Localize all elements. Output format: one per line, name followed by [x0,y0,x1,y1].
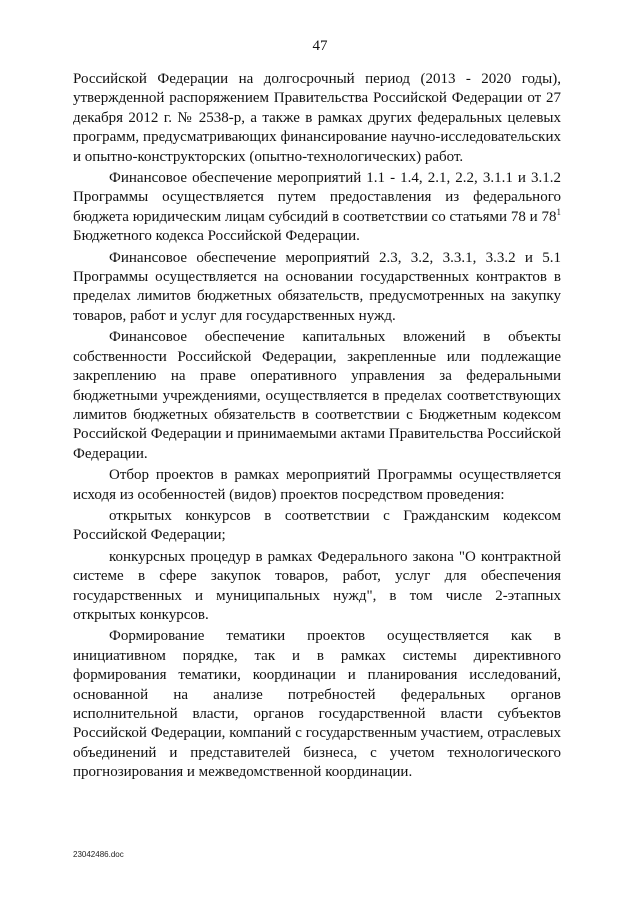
paragraph-funding-subsidies-tail: Бюджетного кодекса Российской Федерации. [73,228,360,245]
paragraph-continuation: Российской Федерации на долгосрочный период (2013 - 2020 годы), утвержденной распоряжением Правительства Российской Федерации от 27 декабря 2012 г. № 2538-р, а также в рамках других федеральных целевых программ, предусматривающих финансирование научно-исследовательских и опытно-конструкторских (опытно-технологических) работ. [73,71,561,165]
article-superscript: 1 [556,206,561,217]
list-item-competitive-procedures: конкурсных процедур в рамках Федерального закона "О контрактной системе в сфере закупок товаров, работ, услуг для обеспечения государственных и муниципальных нужд", в том числе 2-этапных открытых конкурсов. [73,548,561,623]
paragraph-funding-subsidies-text: Финансовое обеспечение мероприятий 1.1 - 1.4, 2.1, 2.2, 3.1.1 и 3.1.2 Программы осуществляется путем предоставления из федерального бюджета юридическим лицам субсидий в соответствии со статьями 78 и 78 [73,170,561,225]
paragraph-project-selection: Отбор проектов в рамках мероприятий Программы осуществляется исходя из особенностей (видов) проектов посредством проведения: [73,467,561,503]
page-number: 47 [312,38,328,54]
list-item-open-competitions: открытых конкурсов в соответствии с Гражданским кодексом Российской Федерации; [73,507,561,544]
paragraph-funding-subsidies [73,169,561,247]
paragraph-capital-investments: Финансовое обеспечение капитальных вложений в объекты собственности Российской Федерации, закрепленные или подлежащие закреплению на праве оперативного управления за федеральными бюджетными учреждениями, осуществляется в пределах соответствующих лимитов бюджетных обязательств в соответствии с Бюджетным кодексом Российской Федерации и принимаемыми актами Правительства Российской Федерации. [73,329,561,462]
paragraph-funding-contracts: Финансовое обеспечение мероприятий 2.3, 3.2, 3.3.1, 3.3.2 и 5.1 Программы осуществляется на основании государственных контрактов в пределах лимитов бюджетных обязательств, предусмотренных на закупку товаров, работ и услуг для государственных нужд. [73,249,561,324]
body-text [73,70,561,785]
file-name-footer: 23042486.doc [73,850,124,859]
paragraph-topic-formation: Формирование тематики проектов осуществляется как в инициативном порядке, так и в рамках системы директивного формирования тематики, координации и планирования исследований, основанной на анализе потребностей федеральных органов исполнительной власти, органов государственной власти субъектов Российской Федерации, компаний с государственным участием, отраслевых объединений и представителей бизнеса, с учетом технологического прогнозирования и межведомственной координации. [73,628,561,781]
